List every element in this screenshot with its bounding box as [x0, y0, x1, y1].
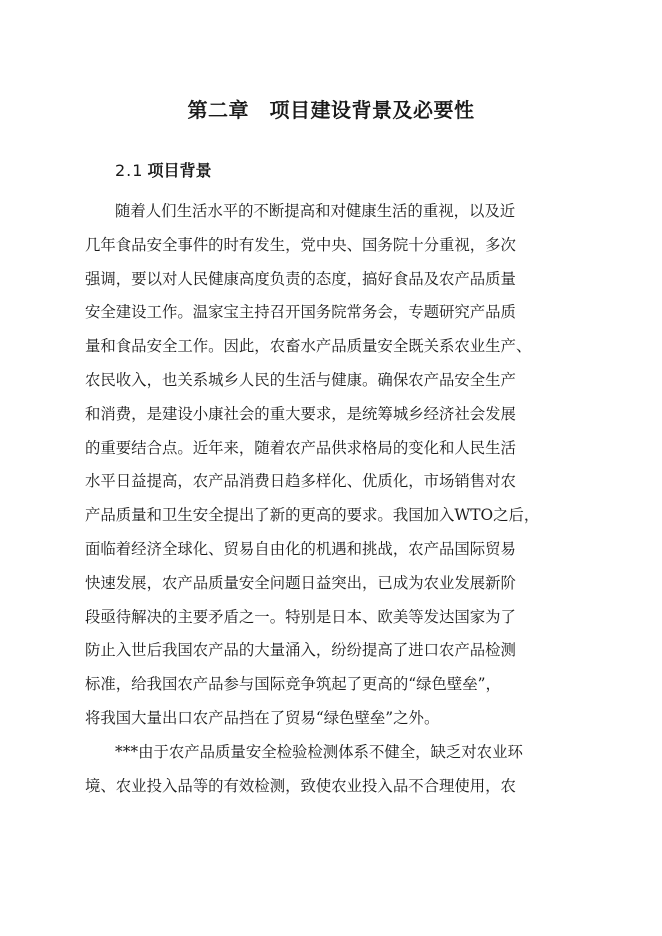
paragraph-line: 防止入世后我国农产品的大量涌入，纷纷提高了进口农产品检测 — [85, 641, 516, 660]
paragraph-line: 面临着经济全球化、贸易自由化的机遇和挑战，农产品国际贸易 — [85, 539, 516, 558]
paragraph-line: 水平日益提高，农产品消费日趋多样化、优质化，市场销售对农 — [85, 472, 516, 491]
section-title: 项目背景 — [147, 161, 212, 180]
paragraph-line: 和消费，是建设小康社会的重大要求，是统筹城乡经济社会发展 — [85, 404, 516, 423]
paragraph-line: 安全建设工作。温家宝主持召开国务院常务会，专题研究产品质 — [85, 303, 516, 322]
paragraph-line: 农民收入，也关系城乡人民的生活与健康。确保农产品安全生产 — [85, 370, 516, 389]
section-heading — [115, 158, 211, 181]
chapter-title: 第二章 项目建设背景及必要性 — [187, 98, 475, 122]
paragraph-line: 几年食品安全事件的时有发生，党中央、国务院十分重视，多次 — [85, 235, 516, 254]
paragraph-line: ***由于农产品质量安全检验检测体系不健全，缺乏对农业环 — [115, 742, 523, 761]
paragraph-line: 量和食品安全工作。因此，农畜水产品质量安全既关系农业生产、 — [85, 337, 532, 356]
paragraph-line: 标准，给我国农产品参与国际竞争筑起了更高的“绿色壁垒”， — [85, 675, 501, 694]
body-text — [85, 195, 585, 803]
paragraph-line: 境、农业投入品等的有效检测，致使农业投入品不合理使用，农 — [85, 776, 516, 795]
paragraph-line: 将我国大量出口农产品挡在了贸易“绿色壁垒”之外。 — [85, 708, 440, 727]
paragraph-line: 的重要结合点。近年来，随着农产品供求格局的变化和人民生活 — [85, 438, 516, 457]
paragraph-line: 产品质量和卫生安全提出了新的更高的要求。我国加入WTO之后， — [85, 506, 540, 525]
paragraph-line: 段亟待解决的主要矛盾之一。特别是日本、欧美等发达国家为了 — [85, 607, 516, 626]
paragraph-line: 快速发展，农产品质量安全问题日益突出，已成为农业发展新阶 — [85, 573, 516, 592]
paragraph-line: 随着人们生活水平的不断提高和对健康生活的重视，以及近 — [115, 202, 516, 220]
section-number: 2.1 — [115, 161, 144, 180]
paragraph-line: 强调，要以对人民健康高度负责的态度，搞好食品及农产品质量 — [85, 269, 516, 288]
